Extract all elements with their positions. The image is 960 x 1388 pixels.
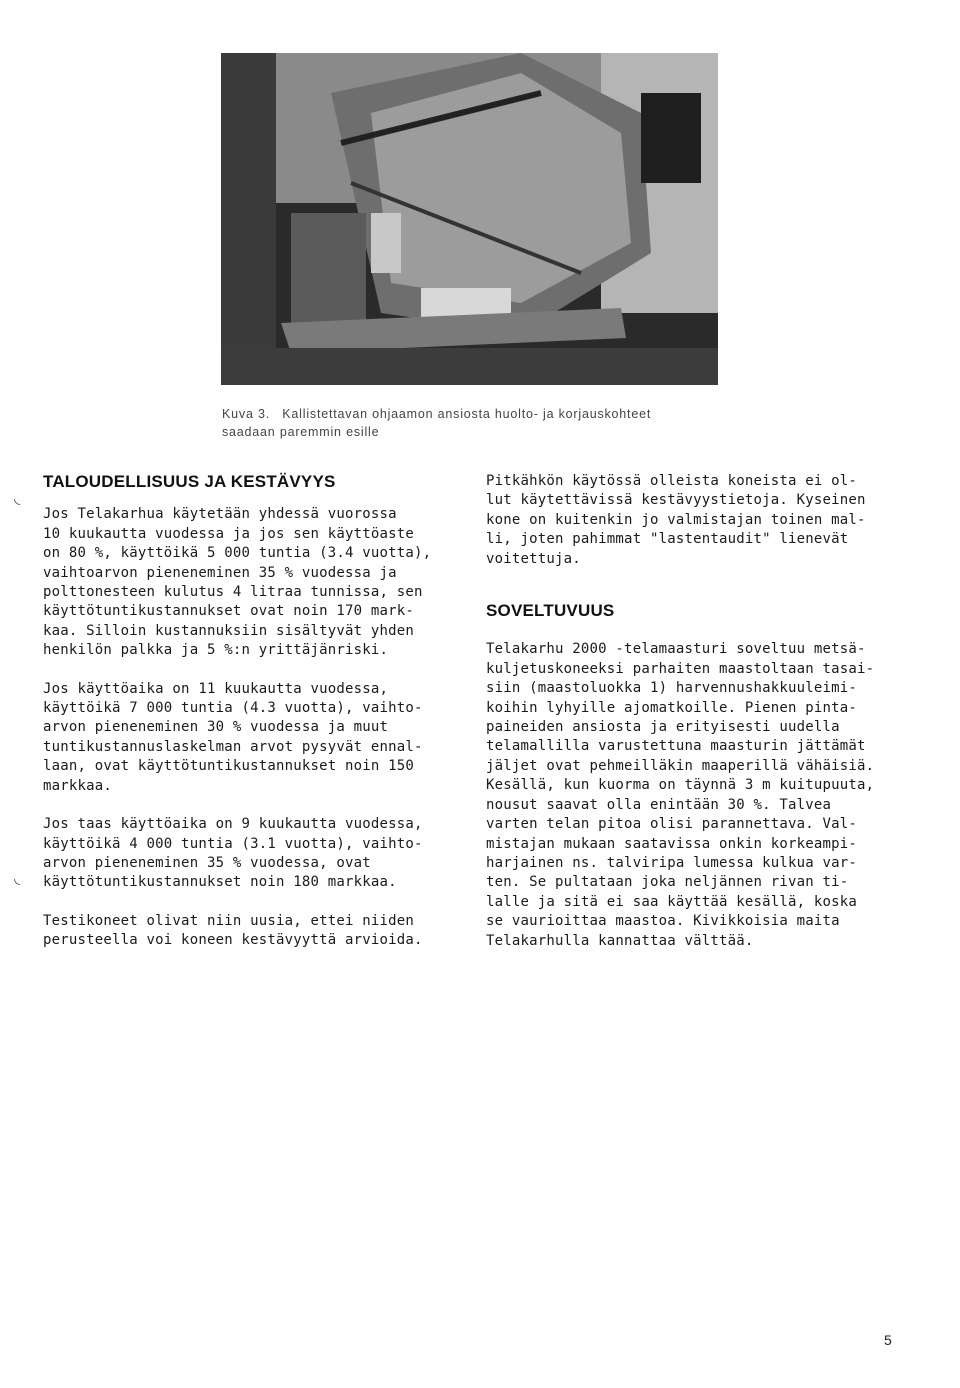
- text-line: vaihtoarvon pieneneminen 35 % vuodessa ja: [43, 564, 397, 581]
- paragraph: [43, 815, 455, 893]
- text-line: arvon pieneneminen 35 % vuodessa, ovat: [43, 854, 371, 871]
- text-line: käyttötuntikustannukset ovat noin 170 mark-: [43, 603, 415, 620]
- text-line: Jos taas käyttöaika on 9 kuukautta vuodessa,: [43, 816, 423, 833]
- text-line: 10 kuukautta vuodessa ja jos sen käyttöaste: [43, 525, 415, 542]
- text-line: markkaa.: [43, 777, 113, 794]
- text-line: telamallilla varustettuna maasturin jättämät: [486, 738, 866, 755]
- text-line: polttonesteen kulutus 4 litraa tunnissa, sen: [43, 584, 423, 601]
- section-heading-economy: TALOUDELLISUUS JA KESTÄVYYS: [43, 472, 336, 491]
- paragraph: [43, 680, 455, 796]
- text-line: kone on kuitenkin jo valmistajan toinen mal-: [486, 511, 866, 528]
- text-line: koihin lyhyille ajomatkoille. Pienen pinta-: [486, 699, 858, 716]
- text-line: käyttöikä 7 000 tuntia (4.3 vuotta), vaihto-: [43, 700, 423, 717]
- page-number: 5: [884, 1332, 892, 1348]
- text-line: Testikoneet olivat niin uusia, ettei niiden: [43, 912, 415, 929]
- text-line: käyttötuntikustannukset noin 180 markkaa.: [43, 874, 397, 891]
- paragraph: [486, 640, 898, 951]
- text-line: varten telan pitoa olisi parannettava. Val-: [486, 816, 858, 833]
- paragraph: [43, 912, 455, 951]
- text-line: Jos Telakarhua käytetään yhdessä vuorossa: [43, 506, 397, 523]
- section-heading-suitability: SOVELTUVUUS: [486, 601, 615, 621]
- text-line: henkilön palkka ja 5 %:n yrittäjänriski.: [43, 642, 389, 659]
- text-line: se vaurioittaa maastoa. Kivikkoisia maita: [486, 913, 840, 930]
- text-line: tuntikustannuslaskelman arvot pysyvät ennal-: [43, 738, 423, 755]
- caption-label: Kuva 3.: [222, 407, 270, 421]
- text-line: siin (maastoluokka 1) harvennushakkuuleimi-: [486, 680, 858, 697]
- paragraph: [43, 505, 455, 660]
- text-line: li, joten pahimmat "lastentaudit" lienevät: [486, 531, 849, 548]
- text-line: harjainen ns. talviripa lumessa kulkua var-: [486, 854, 858, 871]
- text-line: kaa. Silloin kustannuksiin sisältyvät yhden: [43, 622, 415, 639]
- text-line: paineiden ansiosta ja erityisesti uudella: [486, 719, 840, 736]
- right-column: [486, 472, 898, 970]
- text-line: käyttöikä 4 000 tuntia (3.1 vuotta), vaihto-: [43, 835, 423, 852]
- paragraph: [486, 472, 898, 569]
- machine-photo: [221, 53, 718, 385]
- text-line: voitettuja.: [486, 550, 581, 567]
- text-line: Telakarhu 2000 -telamaasturi soveltuu metsä-: [486, 641, 866, 658]
- caption-line: saadaan paremmin esille: [222, 425, 380, 439]
- text-line: ten. Se pultataan joka neljännen rivan ti-: [486, 874, 849, 891]
- figure-caption: [222, 405, 742, 441]
- text-line: Kesällä, kun kuorma on täynnä 3 m kuitupuuta,: [486, 777, 875, 794]
- text-line: mistajan mukaan saatavissa onkin korkeampi-: [486, 835, 858, 852]
- caption-line: Kallistettavan ohjaamon ansiosta huolto- ja korjauskohteet: [282, 407, 652, 421]
- text-line: laan, ovat käyttötuntikustannukset noin 150: [43, 758, 415, 775]
- margin-mark-icon: ◟: [14, 868, 21, 887]
- text-line: lalle ja sitä ei saa käyttää kesällä, koska: [486, 893, 858, 910]
- text-line: arvon pieneneminen 30 % vuodessa ja muut: [43, 719, 389, 736]
- text-line: kuljetuskoneeksi parhaiten maastoltaan tasai-: [486, 660, 875, 677]
- left-column: [43, 472, 455, 970]
- margin-mark-icon: ◟: [14, 488, 21, 507]
- text-line: lut käytettävissä kestävyystietoja. Kyseinen: [486, 492, 866, 509]
- text-line: perusteella voi koneen kestävyyttä arvioida.: [43, 932, 423, 949]
- text-line: on 80 %, käyttöikä 5 000 tuntia (3.4 vuotta),: [43, 545, 432, 562]
- text-line: Pitkähkön käytössä olleista koneista ei ol-: [486, 473, 858, 489]
- text-line: jäljet ovat pehmeilläkin maaperillä vähäisiä.: [486, 757, 875, 774]
- text-line: Jos käyttöaika on 11 kuukautta vuodessa,: [43, 680, 389, 697]
- text-line: nousut saavat olla enintään 30 %. Talvea: [486, 796, 832, 813]
- text-line: Telakarhulla kannattaa välttää.: [486, 932, 754, 949]
